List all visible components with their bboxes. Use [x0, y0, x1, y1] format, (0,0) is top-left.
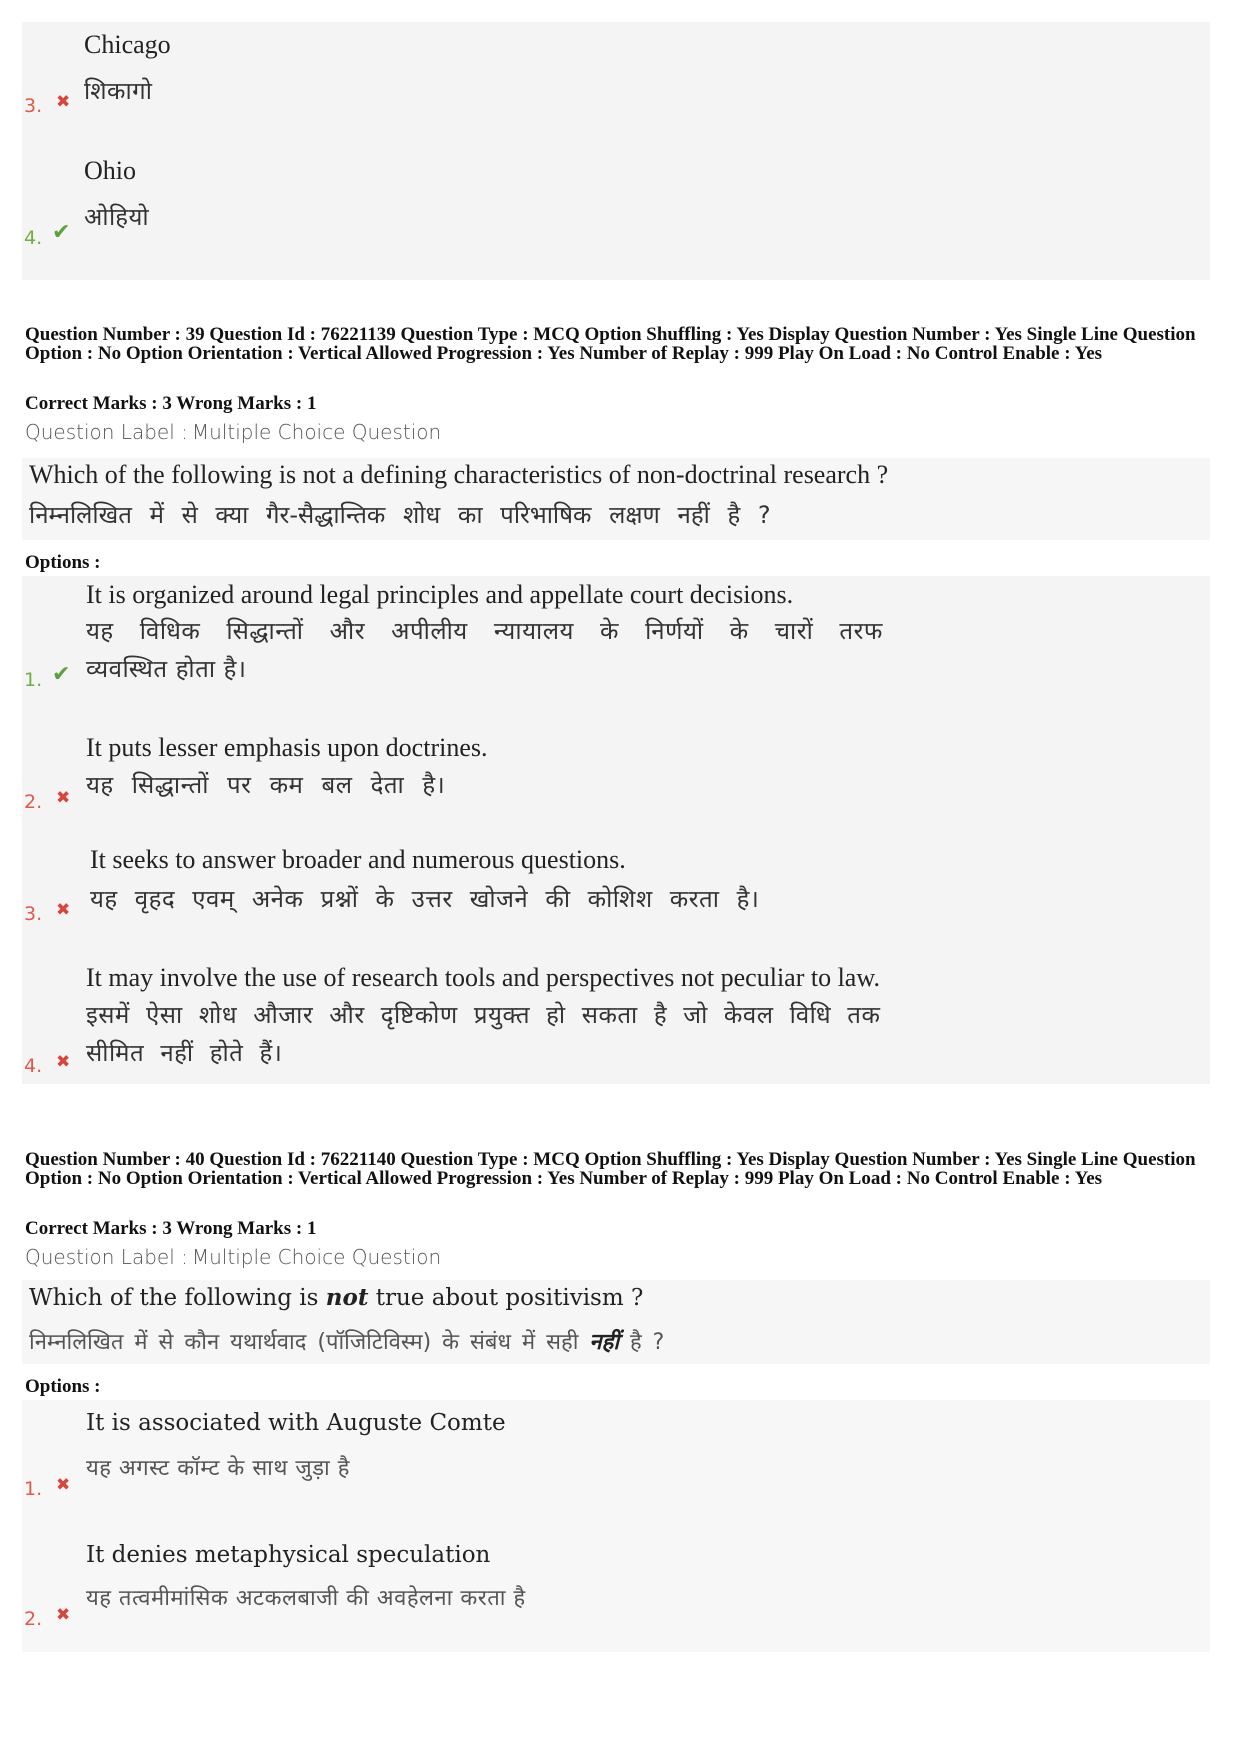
cross-icon: ✖ — [56, 1475, 71, 1495]
option-4-number: 4. — [24, 1055, 43, 1077]
option-3-hi: शिकागो — [84, 77, 153, 105]
option-1-en: It is associated with Auguste Comte — [86, 1410, 506, 1436]
option-1-hi: यह अगस्ट कॉम्ट के साथ जुड़ा है — [86, 1456, 350, 1481]
option-2-en: It denies metaphysical speculation — [86, 1542, 491, 1568]
option-1-number: 1. — [24, 669, 43, 691]
question-label — [25, 420, 441, 444]
option-1-number: 1. — [24, 1478, 43, 1500]
question-label-key: Question Label : — [25, 1245, 188, 1269]
option-2-number: 2. — [24, 1608, 43, 1630]
option-2-en: It puts lesser emphasis upon doctrines. — [86, 733, 488, 762]
question-meta: Question Number : 39 Question Id : 76221139 Question Type : MCQ Option Shuffling : Yes Display Question Number : Yes Single Line Question Option : No Option Orientation : Vertical Allowed Progression : Yes Number of Replay : 999 Play On Load : No Control Enable : Yes — [25, 324, 1196, 364]
options-title: Options : — [25, 1376, 101, 1397]
option-3-hi: यह वृहद एवम् अनेक प्रश्नों के उत्तर खोजने की कोशिश करता है। — [90, 885, 760, 913]
question-meta: Question Number : 40 Question Id : 76221140 Question Type : MCQ Option Shuffling : Yes Display Question Number : Yes Single Line Question Option : No Option Orientation : Vertical Allowed Progression : Yes Number of Replay : 999 Play On Load : No Control Enable : Yes — [25, 1149, 1196, 1189]
option-3-en: Chicago — [84, 30, 171, 59]
question-marks: Correct Marks : 3 Wrong Marks : 1 — [25, 393, 317, 414]
option-3-en: It seeks to answer broader and numerous questions. — [90, 845, 626, 874]
options-panel — [22, 1400, 1210, 1652]
cross-icon: ✖ — [56, 1052, 71, 1072]
question-text-hi-pre: निम्नलिखित में से कौन यथार्थवाद (पॉजिटिविस्म) के संबंध में सही — [29, 1330, 590, 1355]
option-4-hi-line1: इसमें ऐसा शोध औजार और दृष्टिकोण प्रयुक्त हो सकता है जो केवल विधि तक — [86, 1001, 881, 1029]
question-text-en-post: true about positivism ? — [368, 1285, 644, 1311]
cross-icon: ✖ — [56, 788, 71, 808]
option-4-en: It may involve the use of research tools and perspectives not peculiar to law. — [86, 963, 880, 992]
option-2-hi: यह तत्वमीमांसिक अटकलबाजी की अवहेलना करता है — [86, 1586, 526, 1611]
question-label-value: Multiple Choice Question — [191, 420, 442, 444]
question-text-en: Which of the following is not a defining characteristics of non-doctrinal research ? — [29, 460, 889, 489]
cross-icon: ✖ — [56, 1605, 71, 1625]
option-4-number: 4. — [24, 227, 43, 249]
option-4-en: Ohio — [84, 156, 136, 185]
prev-options-panel — [22, 22, 1210, 280]
question-text-hi-post: है ? — [619, 1330, 665, 1355]
question-text-en-pre: Which of the following is — [29, 1285, 326, 1311]
question-text-hi — [29, 1326, 664, 1356]
question-label-key: Question Label : — [25, 420, 188, 444]
question-text-en — [29, 1284, 643, 1311]
question-marks: Correct Marks : 3 Wrong Marks : 1 — [25, 1218, 317, 1239]
option-1-en: It is organized around legal principles and appellate court decisions. — [86, 580, 794, 609]
question-label — [25, 1245, 441, 1269]
question-text-hi-emph: नहीं — [589, 1330, 620, 1355]
options-title: Options : — [25, 552, 101, 573]
check-icon: ✔ — [52, 220, 71, 245]
question-label-value: Multiple Choice Question — [191, 1245, 442, 1269]
cross-icon: ✖ — [56, 900, 71, 920]
option-2-number: 2. — [24, 791, 43, 813]
option-2-hi: यह सिद्धान्तों पर कम बल देता है। — [86, 771, 446, 799]
question-text-hi: निम्नलिखित में से क्या गैर-सैद्धान्तिक शोध का परिभाषिक लक्षण नहीं है ? — [29, 501, 771, 529]
cross-icon: ✖ — [56, 92, 71, 112]
option-3-number: 3. — [24, 903, 43, 925]
option-1-hi-line2: व्यवस्थित होता है। — [86, 655, 247, 683]
option-1-hi-line1: यह विधिक सिद्धान्तों और अपीलीय न्यायालय के निर्णयों के चारों तरफ — [86, 617, 883, 645]
question-text-en-emph: not — [325, 1284, 369, 1311]
option-3-number: 3. — [24, 95, 43, 117]
check-icon: ✔ — [52, 662, 71, 687]
option-4-hi: ओहियो — [84, 203, 150, 231]
option-4-hi-line2: सीमित नहीं होते हैं। — [86, 1039, 283, 1067]
